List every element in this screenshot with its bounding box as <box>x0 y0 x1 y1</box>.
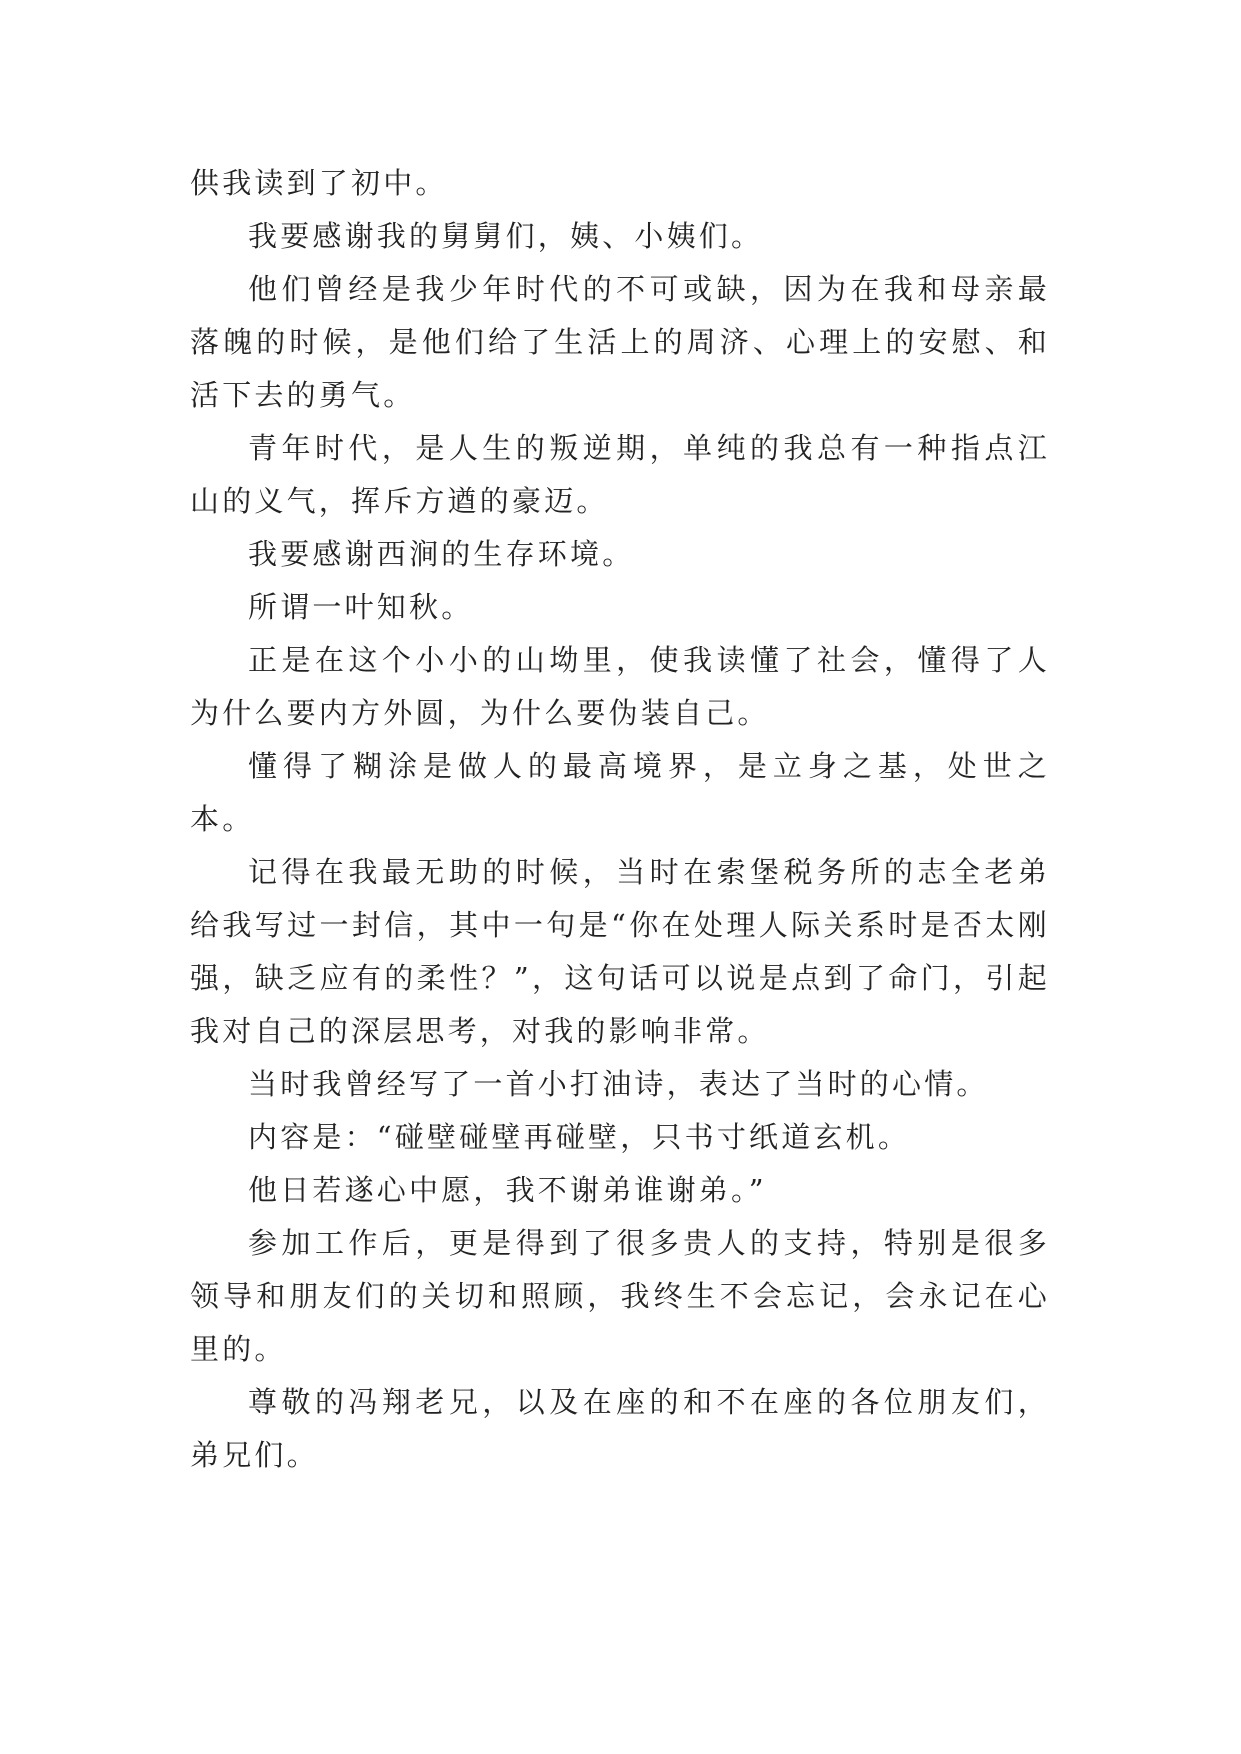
paragraph: 青年时代，是人生的叛逆期，单纯的我总有一种指点江山的义气，挥斥方遒的豪迈。 <box>190 431 1050 518</box>
paragraph: 内容是：“碰壁碰壁再碰壁，只书寸纸道玄机。 <box>248 1120 911 1154</box>
paragraph: 记得在我最无助的时候，当时在索堡税务所的志全老弟给我写过一封信，其中一句是“你在处理人际关系时是否太刚强，缺乏应有的柔性？”，这句话可以说是点到了命门，引起我对自己的深层思考，对我的影响非常。 <box>190 855 1050 1048</box>
paragraph: 我要感谢我的舅舅们，姨、小姨们。 <box>248 219 764 253</box>
document-body <box>190 157 1050 1482</box>
paragraph: 懂得了糊涂是做人的最高境界，是立身之基，处世之本。 <box>190 749 1050 836</box>
paragraph: 我要感谢西涧的生存环境。 <box>248 537 635 571</box>
paragraph: 供我读到了初中。 <box>190 166 448 200</box>
paragraph: 尊敬的冯翔老兄，以及在座的和不在座的各位朋友们，弟兄们。 <box>190 1385 1050 1472</box>
paragraph: 参加工作后，更是得到了很多贵人的支持，特别是很多领导和朋友们的关切和照顾，我终生不会忘记，会永记在心里的。 <box>190 1226 1050 1366</box>
paragraph: 他日若遂心中愿，我不谢弟谁谢弟。” <box>248 1173 767 1207</box>
paragraph: 正是在这个小小的山坳里，使我读懂了社会，懂得了人为什么要内方外圆，为什么要伪装自己。 <box>190 643 1050 730</box>
paragraph: 当时我曾经写了一首小打油诗，表达了当时的心情。 <box>248 1067 989 1101</box>
paragraph: 所谓一叶知秋。 <box>248 590 474 624</box>
paragraph: 他们曾经是我少年时代的不可或缺，因为在我和母亲最落魄的时候，是他们给了生活上的周济、心理上的安慰、和活下去的勇气。 <box>190 272 1050 412</box>
